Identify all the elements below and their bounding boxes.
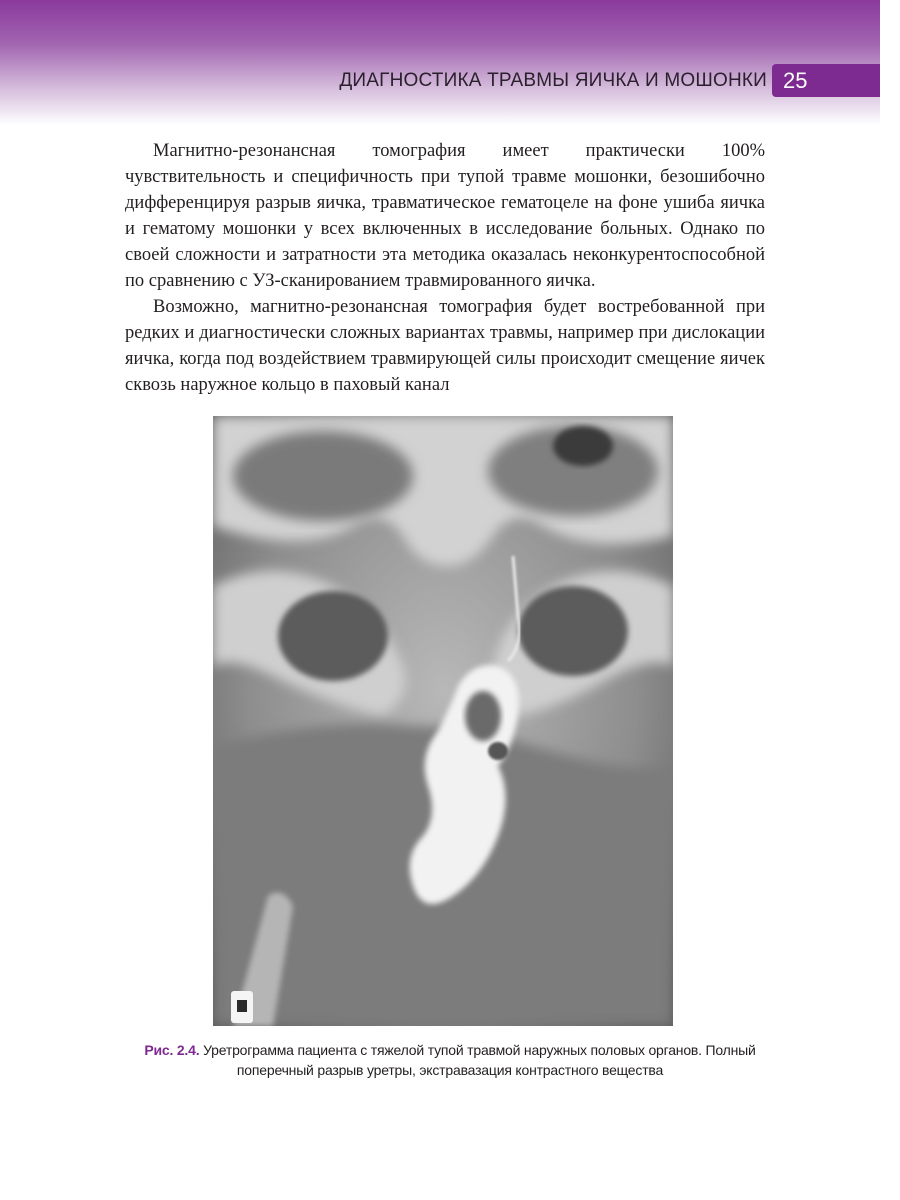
page-number: 25 <box>783 68 808 93</box>
caption-label: Рис. 2.4. <box>144 1042 200 1058</box>
urethrogram-xray-image <box>213 416 673 1026</box>
running-title: ДИАГНОСТИКА ТРАВМЫ ЯИЧКА И МОШОНКИ <box>339 70 767 91</box>
header-rule <box>20 96 880 97</box>
figure-caption <box>110 1040 790 1080</box>
caption-text: Уретрограмма пациента с тяжелой тупой травмой наружных половых органов. Полный поперечный разрыв уретры, экстравазация контрастного вещества <box>203 1042 756 1078</box>
header-band <box>0 0 880 125</box>
body-text <box>125 138 765 398</box>
paragraph-mri-rare-cases: Возможно, магнитно-резонансная томография будет востребованной при редких и диагностически сложных вариантах травмы, например при дислокации яичка, когда под воздействием травмирующей силы происходит смещение яичек сквозь наружное кольцо в паховый канал <box>125 297 765 395</box>
paragraph-mri-sensitivity: Магнитно-резонансная томография имеет практически 100% чувствительность и специфичность при тупой травме мошонки, безошибочно дифференцируя разрыв яичка, травматическое гематоцеле на фоне ушиба яичка и гематому мошонки у всех включенных в исследование больных. Однако по своей сложности и затратности эта методика оказалась неконкурентоспособной по сравнению с УЗ-сканированием травмированного яичка. <box>125 141 765 291</box>
